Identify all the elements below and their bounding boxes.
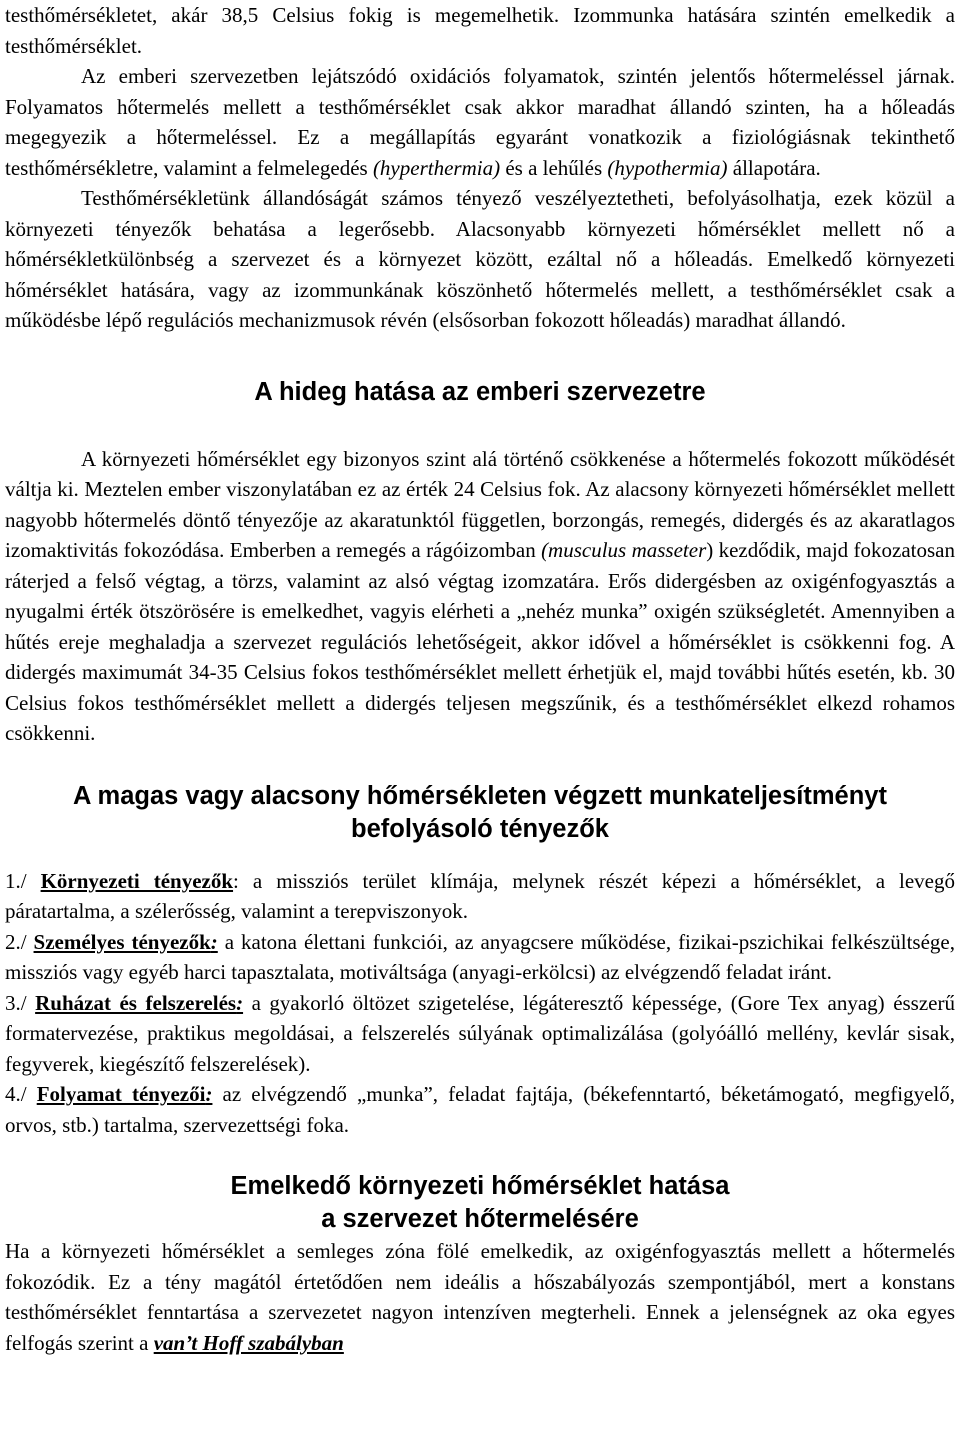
factor-text: a gyakorló öltözet szigetelése, légáteresztő képessége, (Gore Tex anyag) ésszerű formatervezése, praktikus megoldásai, a felszerelés súlyának optimalizálása (golyóálló mellény, kevlár sisak, fegyverek, kiegészítő felszerelések). <box>5 990 955 1076</box>
cold-paragraph-text-start: A környezeti hőmérséklet egy bizonyos szint alá történő csökkenése a hőtermelés fokozott működését váltja ki. Meztelen ember viszonylatában ez az érték 24 Celsius fok. Az alacsony környezeti hőmérséklet mellett nagyobb hőtermelés döntő tényezője az akaratunktól független, borzongás, remegés, didergés és az akaratlagos izomaktivitás fokozódása. Emberben a remegés a rágóizomban <box>5 446 955 562</box>
factor-colon: : <box>205 1082 213 1106</box>
section-heading-heat <box>5 1170 955 1236</box>
factor-item-1 <box>5 866 955 927</box>
term-musculus-masseter: (musculus masseter <box>541 538 707 562</box>
section-heading-heat-line2: a szervezet hőtermelésére <box>321 1205 639 1233</box>
factor-term: Környezeti tényezők <box>40 868 234 893</box>
document-page <box>5 0 955 1358</box>
factor-colon: : <box>210 929 218 954</box>
section-heading-cold: A hideg hatása az emberi szervezetre <box>254 377 706 406</box>
factor-term: Személyes tényezők <box>33 929 211 954</box>
intro-paragraph-2-text-mid: és a lehűlés <box>500 155 608 180</box>
factor-text: a missziós terület klímája, melynek részét képezi a hőmérséklet, a levegő páratartalma, a szélerősség, valamint a terepviszonyok. <box>5 868 955 923</box>
factor-number: 3./ <box>5 990 36 1015</box>
heat-paragraph-text: Ha a környezeti hőmérséklet a semleges zóna fölé emelkedik, az oxigénfogyasztás mellett a hőtermelés fokozódik. Ez a tény magától értetődően nem ideális a hőszabályozás szempontjából, mert a konstans testhőmérséklet fenntartása a szervezetet nagyon intenzíven megterheli. Ennek a jelenségnek az oka egyes felfogás szerint a <box>5 1239 955 1355</box>
factor-text: az elvégzendő „munka”, feladat fajtája, (békefenntartó, béketámogató, megfigyelő, orvos, stb.) tartalma, szervezettségi foka. <box>5 1082 956 1137</box>
factor-item-2 <box>5 927 955 988</box>
section-heading-factors-line1: A magas vagy alacsony hőmérsékleten végzett munkateljesítményt <box>73 781 887 810</box>
factor-item-3 <box>5 988 955 1080</box>
factor-term: Ruházat és felszerelés <box>35 990 237 1015</box>
heat-paragraph <box>5 1236 955 1358</box>
term-hyperthermia: (hyperthermia) <box>372 155 501 180</box>
section-heading-heat-line1: Emelkedő környezeti hőmérséklet hatása <box>230 1172 730 1200</box>
section-heading-factors-line2: befolyásoló tényezők <box>351 814 609 843</box>
cold-paragraph-text-end: ) kezdődik, majd fokozatosan ráterjed a felső végtag, a törzs, valamint az alsó végtag izomzatára. Erős didergésben az oxigénfogyasztás a nyugalmi érték ötszörösére is emelkedhet, vagyis elérheti a „nehéz munka” oxigén szükségletét. Amennyiben a hűtés ereje meghaladja a szervezet regulációs lehetőségeit, akkor idővel a hőmérséklet is csökkenni fog. A didergés maximumát 34-35 Celsius fokos testhőmérséklet mellett érhetjük el, majd további hűtés esetén, kb. 30 Celsius fokos testhőmérséklet mellett a didergés teljesen megszűnik, és a testhőmérséklet elkezd rohamos csökkenni. <box>5 538 955 745</box>
section-heading-factors <box>5 780 955 846</box>
intro-paragraph-2 <box>5 61 955 183</box>
intro-paragraph-2-text-end: állapotára. <box>727 155 821 180</box>
term-hypothermia: (hypothermia) <box>607 155 728 180</box>
factor-colon: : <box>233 868 239 893</box>
intro-paragraph-3: Testhőmérsékletünk állandóságát számos tényező veszélyeztetheti, befolyásolhatja, ezek közül a környezeti tényezők behatása a legerősebb. Alacsonyabb környezeti hőmérséklet mellett nő a hőmérsékletkülönbség a szervezet és a környezet között, ezáltal nő a hőleadás. Emelkedő környezeti hőmérséklet hatására, vagy az izommunkának köszönhető hőtermelés mellett, a testhőmérséklet csak a működésbe lépő regulációs mechanizmusok révén (elsősorban fokozott hőleadás) maradhat állandó. <box>5 186 955 332</box>
factor-number: 1./ <box>5 868 41 893</box>
factor-number: 4./ <box>5 1082 37 1106</box>
term-vant-hoff-rule: van’t Hoff szabályban <box>153 1330 344 1355</box>
factor-colon: : <box>236 990 244 1015</box>
factor-text: a katona élettani funkciói, az anyagcsere működése, fizikai-pszichikai felkészültsége, missziós vagy egyéb harci tapasztalata, motiváltsága (anyagi-erkölcsi) az elvégzendő feladat iránt. <box>5 929 955 984</box>
factor-term: Folyamat tényezői <box>36 1082 206 1106</box>
intro-paragraph-1: testhőmérsékletet, akár 38,5 Celsius fokig is megemelhetik. Izommunka hatására szintén emelkedik a testhőmérséklet. <box>5 3 955 58</box>
cold-paragraph <box>5 444 955 749</box>
factors-list <box>5 866 955 1141</box>
intro-paragraph-2-text-start: Az emberi szervezetben lejátszódó oxidációs folyamatok, szintén jelentős hőtermeléssel járnak. Folyamatos hőtermelés mellett a testhőmérséklet csak akkor maradhat állandó szinten, ha a hőleadás megegyezik a hőtermeléssel. Ez a megállapítás egyaránt vonatkozik a fiziológiásnak tekinthető testhőmérsékletre, valamint a felmelegedés <box>5 64 955 180</box>
factor-number: 2./ <box>5 929 34 954</box>
factor-item-4 <box>5 1079 955 1140</box>
